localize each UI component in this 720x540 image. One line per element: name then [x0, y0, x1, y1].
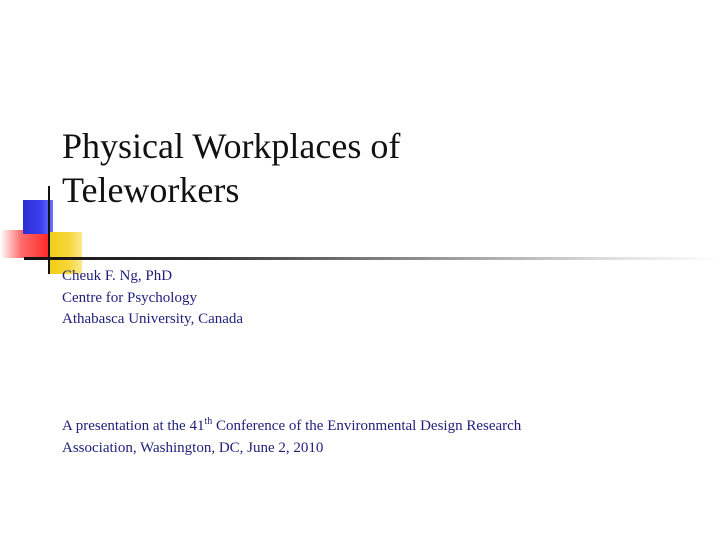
author-department: Centre for Psychology — [62, 289, 197, 306]
horizontal-divider — [24, 257, 720, 260]
vertical-divider — [48, 186, 50, 274]
red-decor-square — [0, 230, 48, 258]
presentation-note — [62, 416, 662, 459]
presentation-line-2: Association, Washington, DC, June 2, 2010 — [62, 439, 324, 456]
author-block — [62, 266, 243, 331]
presentation-prefix: A presentation at the 41 — [62, 418, 205, 434]
author-institution: Athabasca University, Canada — [62, 311, 244, 327]
title-line-2: Teleworkers — [62, 170, 240, 210]
author-name: Cheuk F. Ng, PhD — [62, 268, 173, 284]
slide-title — [62, 124, 582, 212]
ordinal-superscript: th — [204, 416, 213, 427]
presentation-suffix: Conference of the Environmental Design Research — [212, 418, 522, 434]
title-line-1: Physical Workplaces of — [62, 126, 401, 166]
